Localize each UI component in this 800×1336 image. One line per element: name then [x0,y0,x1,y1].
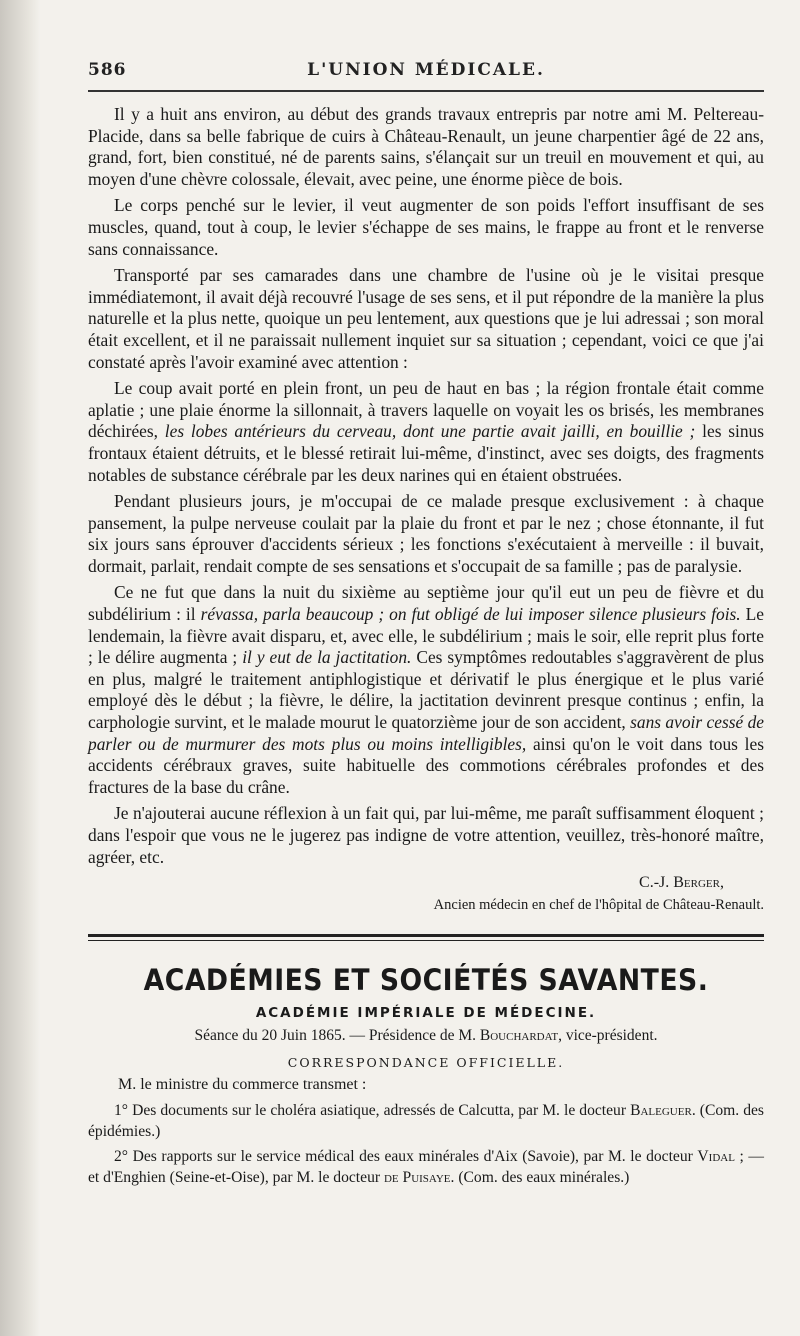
paragraph-5: Pendant plusieurs jours, je m'occupai de ce malade presque exclusivement : à chaque pansement, la pulpe nerveuse coulait par la plaie du front et par le nez ; chose étonnante, il fut six jours sans éprouver d'accidents sérieux ; les fonctions s'exécutaient à merveille : il buvait, dormait, parlait, rendait compte de ses sensations et s'occupait de sa famille ; pas de paralysie. [88,491,764,576]
italic-emphasis: il y eut de la jactitation. [242,647,412,668]
author-role: Ancien médecin en chef de l'hôpital de Château-Renault. [433,897,764,914]
signature-block [88,872,764,916]
paragraph-1: Il y a huit ans environ, au début des grands travaux entrepris par notre ami M. Peltereau-Placide, dans sa belle fabrique de cuirs à Château-Renault, un jeune charpentier âgé de 22 ans, grand, fort, bien constitué, né de parents sains, s'élançait sur un treuil en mouvement et qui, au moyen d'une chèvre colossale, élevait, avec peine, une énorme pièce de bois. [88,104,764,189]
section-title: ACADÉMIES ET SOCIÉTÉS SAVANTES. [143,963,709,998]
doctor-name: Vidal [697,1148,735,1166]
section-divider-thin [88,940,764,941]
journal-title: L'UNION MÉDICALE. [307,60,545,80]
paragraph-4: Le coup avait porté en plein front, un peu de haut en bas ; la région frontale était comme aplatie ; une plaie énorme la sillonnait, à travers laquelle on voyait les os brisés, les membranes déchirées, les lobes antérieurs du cerveau, dont une partie avait jailli, en bouillie ; les sinus frontaux étaient détruits, et le blessé retirait lui-même, d'instinct, avec ses doigts, des fragments notables de substance cérébrale par les deux narines qui en étaient obstruées. [88,378,764,485]
list-item: 1° Des documents sur le choléra asiatique, adressés de Calcutta, par M. le docteur Baleguer. (Com. des épidémies.) [88,1102,764,1141]
section-divider [88,934,764,937]
minister-line: M. le ministre du commerce transmet : [118,1076,367,1094]
italic-emphasis: les lobes antérieurs du cerveau, dont une partie avait jailli, en bouillie ; [164,421,696,442]
page-number: 586 [88,60,127,80]
doctor-name: Baleguer [630,1102,692,1120]
section-subtitle: ACADÉMIE IMPÉRIALE DE MÉDECINE. [255,1005,597,1022]
paragraph-7: Je n'ajouterai aucune réflexion à un fait qui, par lui-même, me paraît suffisamment éloquent ; dans l'espoir que vous ne le jugerez pas indigne de votre attention, veuillez, très-honoré maître, agréer, etc. [88,803,764,867]
paragraph-6: Ce ne fut que dans la nuit du sixième au septième jour qu'il eut un peu de fièvre et du subdélirium : il révassa, parla beaucoup ; on fut obligé de lui imposer silence plusieurs fois. Le lendemain, la fièvre avait disparu, et, avec elle, le subdélirium ; mais le soir, elle reprit plus forte ; le délire augmenta ; il y eut de la jactitation. Ces symptômes redoutables s'aggravèrent de plus en plus, malgré le traitement antiphlogistique et dérivatif le plus énergique et le plus varié employé dès le début ; la fièvre, le délire, la jactitation devinrent presque continus ; enfin, la carphologie survint, et le malade mourut le quatorzième jour de son accident, sans avoir cessé de parler ou de murmurer des mots plus ou moins intelligibles, ainsi qu'on le voit dans tous les accidents cérébraux graves, suite habituelle des commotions cérébrales profondes et des fractures de la base du crâne. [88,582,765,797]
president-name: Bouchardat [479,1027,559,1045]
correspondence-heading: CORRESPONDANCE OFFICIELLE. [287,1055,565,1071]
paragraph-3: Transporté par ses camarades dans une chambre de l'usine où je le visitai presque immédiatemont, il avait déjà recouvré l'usage de ses sens, et il put répondre de la manière la plus naturelle et la plus nette, quoique un peu lentement, aux questions que je lui adressai ; son moral était excellent, et il ne paraissait nullement inquiet sur sa situation ; cependant, voici ce que j'ai constaté après l'avoir examiné avec attention : [88,265,764,372]
seance-line: Séance du 20 Juin 1865. — Présidence de M. Bouchardat, vice-président. [194,1027,658,1045]
paragraph-2: Le corps penché sur le levier, il veut augmenter de son poids l'effort insuffisant de ses muscles, quand, tout à coup, le levier s'échappe de ses mains, le frappe au front et le renverse sans connaissance. [88,195,764,259]
running-header [88,60,764,92]
author-name: C.-J. Berger, [639,874,724,892]
page-gutter-shadow [0,0,40,1336]
list-item: 2° Des rapports sur le service médical des eaux minérales d'Aix (Savoie), par M. le docteur Vidal ; — et d'Enghien (Seine-et-Oise), par M. le docteur de Puisaye. (Com. des eaux minérales.) [88,1148,764,1187]
doctor-name: de Puisaye [383,1169,451,1187]
italic-emphasis: révassa, parla beaucoup ; on fut obligé de lui imposer silence plusieurs fois. [200,604,741,625]
italic-emphasis: sans avoir cessé de parler ou de murmurer des mots plus ou moins intelligibles, [88,712,764,754]
